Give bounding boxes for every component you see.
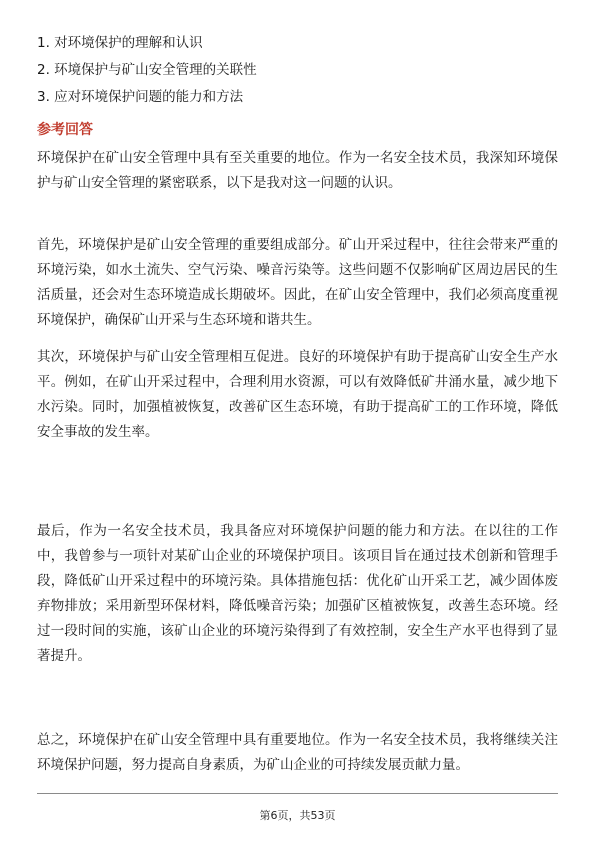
answer-paragraph-intro: 环境保护在矿山安全管理中具有至关重要的地位。作为一名安全技术员，我深知环境保护与矿山安全管理的紧密联系，以下是我对这一问题的认识。 [37,150,558,191]
question-item-1: 1. 对环境保护的理解和认识 [37,35,203,51]
answer-paragraph-conclusion: 总之，环境保护在矿山安全管理中具有重要地位。作为一名安全技术员，我将继续关注环境保护问题，努力提高自身素质，为矿山企业的可持续发展贡献力量。 [37,732,558,773]
footer-divider [37,793,558,794]
question-item-3: 3. 应对环境保护问题的能力和方法 [37,89,244,105]
answer-paragraph-second: 其次，环境保护与矿山安全管理相互促进。良好的环境保护有助于提高矿山安全生产水平。例如，在矿山开采过程中，合理利用水资源，可以有效降低矿井涌水量，减少地下水污染。同时，加强植被恢复，改善矿区生态环境，有助于提高矿工的工作环境，降低安全事故的发生率。 [37,349,558,440]
page-number: 第6页，共53页 [259,809,336,822]
question-item-2: 2. 环境保护与矿山安全管理的关联性 [37,62,257,78]
question-list [37,30,557,111]
answer-paragraph-third: 最后，作为一名安全技术员，我具备应对环境保护问题的能力和方法。在以往的工作中，我曾参与一项针对某矿山企业的环境保护项目。该项目旨在通过技术创新和管理手段，降低矿山开采过程中的环境污染。具体措施包括：优化矿山开采工艺，减少固体废弃物排放；采用新型环保材料，降低噪音污染；加强矿区植被恢复，改善生态环境。经过一段时间的实施，该矿山企业的环境污染得到了有效控制，安全生产水平也得到了显著提升。 [37,523,558,664]
answer-heading: 参考回答 [37,122,93,138]
answer-paragraph-first: 首先，环境保护是矿山安全管理的重要组成部分。矿山开采过程中，往往会带来严重的环境污染，如水土流失、空气污染、噪音污染等。这些问题不仅影响矿区周边居民的生活质量，还会对生态环境造成长期破坏。因此，在矿山安全管理中，我们必须高度重视环境保护，确保矿山开采与生态环境和谐共生。 [37,237,558,328]
